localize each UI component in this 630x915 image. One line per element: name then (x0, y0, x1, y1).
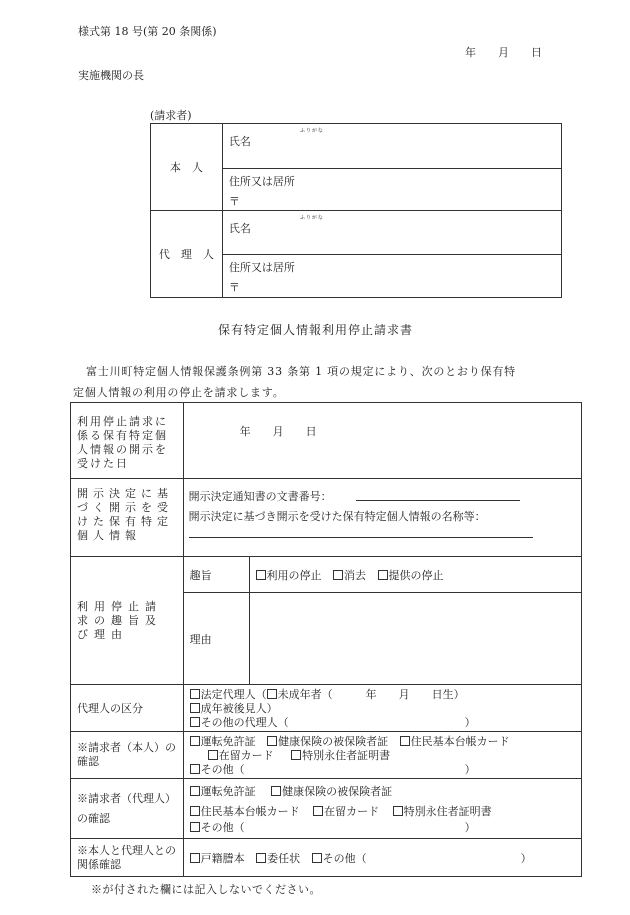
checkbox-icon[interactable] (256, 570, 266, 580)
main-table (70, 402, 582, 877)
requester-caption: (請求者) (150, 109, 192, 122)
agent-type-label: 代理人の区分 (71, 685, 184, 732)
agent-name-label: 氏名 (228, 222, 251, 235)
agent-check-field (183, 779, 581, 839)
agent-type-line-2: 成年被後見人） (190, 702, 581, 716)
principal-label: 本 人 (151, 124, 223, 211)
disclosure-date-field[interactable] (183, 403, 581, 479)
requester-table (150, 123, 562, 298)
principal-check-field (183, 732, 581, 779)
checkbox-icon[interactable] (190, 853, 200, 863)
footnote: ※が付された欄には記入しないでください。 (91, 883, 321, 896)
principal-furigana: ふりがな (299, 128, 324, 134)
principal-check-label: ※請求者（本人）の確認 (71, 732, 184, 779)
checkbox-icon[interactable] (393, 806, 403, 816)
principal-check-line-3: その他（ ） (190, 763, 581, 777)
principal-address-label: 住所又は居所 (228, 175, 295, 188)
checkbox-icon[interactable] (312, 853, 322, 863)
agent-type-field (183, 685, 581, 732)
purpose-label: 利用停止請求の趣旨及び理由 (71, 557, 184, 685)
agent-type-line-3: その他の代理人（ ） (190, 716, 581, 730)
checkbox-icon[interactable] (378, 570, 388, 580)
agent-address-label: 住所又は居所 (228, 261, 295, 274)
checkbox-icon[interactable] (190, 717, 200, 727)
gist-options (249, 557, 581, 593)
info-name-line[interactable] (189, 526, 533, 538)
doc-number-label: 開示決定通知書の文書番号： (188, 490, 332, 503)
disclosure-decision-label: 開示決定に基づく開示を受けた保有特定個人情報 (71, 479, 184, 557)
checkbox-icon[interactable] (256, 853, 266, 863)
checkbox-icon[interactable] (190, 822, 200, 832)
checkbox-icon[interactable] (190, 689, 200, 699)
form-number: 様式第 18 号(第 20 条関係) (78, 25, 217, 38)
agent-type-line-1: 法定代理人（ 未成年者（ 年 月 日生） (190, 688, 581, 702)
info-name-label: 開示決定に基づき開示を受けた保有特定個人情報の名称等： (188, 510, 486, 523)
reason-field[interactable] (249, 593, 581, 685)
gist-option-delete[interactable]: 消去 (333, 569, 366, 582)
checkbox-icon[interactable] (400, 736, 410, 746)
checkbox-icon[interactable] (271, 786, 281, 796)
agent-check-line-2: 住民基本台帳カード 在留カード 特別永住者証明書 (190, 802, 581, 822)
checkbox-icon[interactable] (291, 750, 301, 760)
agent-label: 代 理 人 (151, 211, 223, 298)
checkbox-icon[interactable] (190, 806, 200, 816)
gist-option-stop-provision[interactable]: 提供の停止 (378, 569, 444, 582)
agent-check-line-1: 運転免許証 健康保険の被保険者証 (190, 782, 581, 802)
doc-number-line[interactable] (356, 489, 520, 501)
principal-name-label: 氏名 (228, 135, 251, 148)
checkbox-icon[interactable] (333, 570, 343, 580)
checkbox-icon[interactable] (267, 689, 277, 699)
principal-postal-mark: 〒 (228, 195, 240, 208)
addressee: 実施機関の長 (78, 69, 144, 82)
gist-label: 趣旨 (183, 557, 249, 593)
disclosure-date-value: 年 月 日 (239, 425, 317, 438)
checkbox-icon[interactable] (190, 764, 200, 774)
disclosure-decision-field[interactable] (183, 479, 581, 557)
reason-label: 理由 (183, 593, 249, 685)
agent-address-field[interactable] (222, 255, 561, 298)
principal-name-field[interactable] (222, 124, 561, 169)
relation-check-label: ※本人と代理人との関係確認 (71, 839, 184, 877)
principal-check-line-2: 在留カード 特別永住者証明書 (190, 749, 581, 763)
principal-check-line-1: 運転免許証 健康保険の被保険者証 住民基本台帳カード (190, 735, 581, 749)
disclosure-date-label: 利用停止請求に係る保有特定個人情報の開示を受けた日 (71, 403, 184, 479)
gist-option-stop[interactable]: 利用の停止 (256, 569, 322, 582)
intro-line-1: 富士川町特定個人情報保護条例第 33 条第 1 項の規定により、次のとおり保有特 (86, 365, 516, 378)
checkbox-icon[interactable] (208, 750, 218, 760)
agent-name-field[interactable] (222, 211, 561, 255)
checkbox-icon[interactable] (267, 736, 277, 746)
checkbox-icon[interactable] (313, 806, 323, 816)
checkbox-icon[interactable] (190, 786, 200, 796)
date-line: 年 月 日 (465, 46, 542, 59)
checkbox-icon[interactable] (190, 703, 200, 713)
checkbox-icon[interactable] (190, 736, 200, 746)
principal-address-field[interactable] (222, 169, 561, 211)
agent-postal-mark: 〒 (228, 281, 240, 294)
intro-line-2: 定個人情報の利用の停止を請求します。 (73, 386, 285, 399)
agent-check-line-3: その他（ ） (190, 822, 581, 834)
page-title: 保有特定個人情報利用停止請求書 (218, 323, 414, 337)
agent-check-label: ※請求者（代理人）の確認 (71, 779, 184, 839)
relation-check-field: 戸籍謄本 委任状 その他（ ） (183, 839, 581, 877)
agent-furigana: ふりがな (299, 215, 324, 221)
